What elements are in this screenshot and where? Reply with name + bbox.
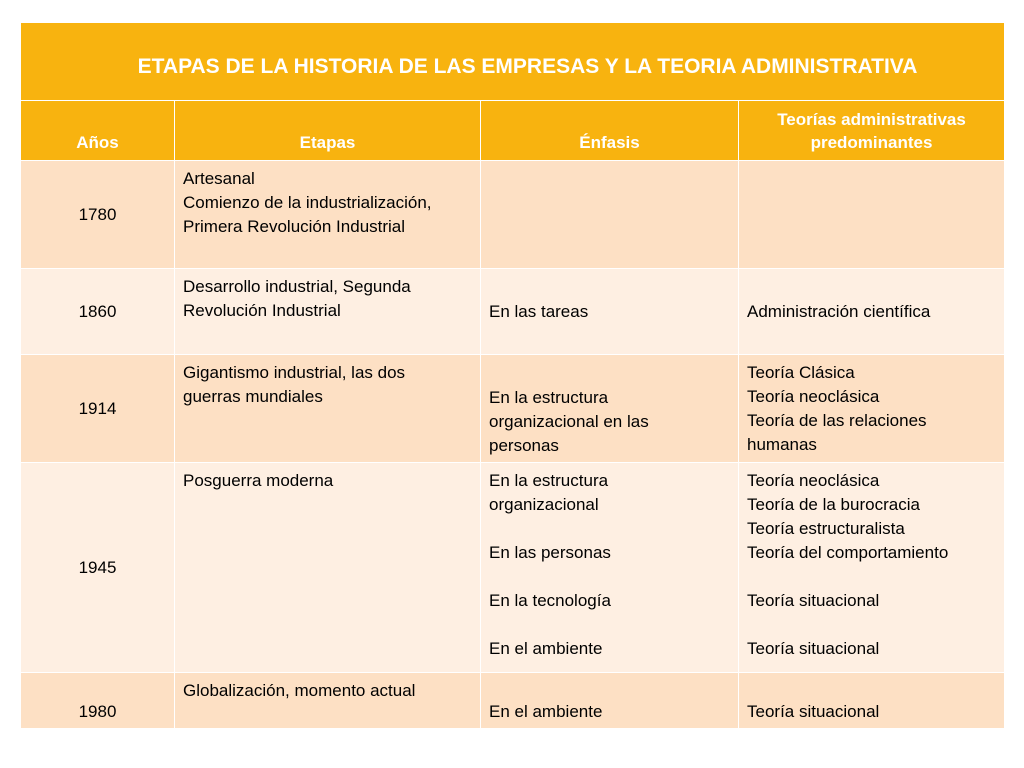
spacer [747,565,996,589]
emphasis-cell [481,463,739,673]
spacer [489,565,730,589]
emphasis-cell [481,673,739,729]
table-row [21,355,1005,463]
header-stages: Etapas [175,101,481,161]
theories-cell [739,355,1005,463]
header-theories-line2: predominantes [810,133,933,152]
emphasis-line: personas [489,436,559,455]
year-cell: 1860 [21,269,175,355]
theory-line: Teoría situacional [747,591,880,610]
theories-cell [739,269,1005,355]
stage-line: Gigantismo industrial, las dos [183,363,406,382]
theory-line: Teoría estructuralista [747,519,905,538]
stage-line: Globalización, momento actual [183,681,416,700]
theories-cell [739,463,1005,673]
year-cell: 1914 [21,355,175,463]
title-row [21,23,1005,101]
theory-line: Teoría situacional [747,639,880,658]
emphasis-line: En las tareas [489,301,589,321]
spacer [489,517,730,541]
emphasis-line: organizacional [489,495,599,514]
table-row [21,161,1005,269]
header-theories [739,101,1005,161]
header-row [21,101,1005,161]
table-title: ETAPAS DE LA HISTORIA DE LAS EMPRESAS Y LA TEORIA ADMINISTRATIVA [21,23,1005,101]
stage-line: guerras mundiales [183,387,323,406]
stage-cell [175,355,481,463]
emphasis-line: En la tecnología [489,591,611,610]
emphasis-line: En el ambiente [489,702,603,721]
year-cell: 1945 [21,463,175,673]
header-emphasis: Énfasis [481,101,739,161]
theory-line: Teoría de las relaciones [747,411,927,430]
emphasis-cell [481,161,739,269]
emphasis-line: En las personas [489,543,611,562]
theory-line: Administración científica [747,301,931,321]
stage-cell [175,463,481,673]
spacer [489,613,730,637]
emphasis-line: organizacional en las [489,412,649,431]
stage-line: Revolución Industrial [183,301,341,320]
theory-line: Teoría Clásica [747,363,855,382]
stage-cell [175,673,481,729]
table-row [21,673,1005,729]
stage-line: Primera Revolución Industrial [183,217,406,236]
stage-line: Comienzo de la industrialización, [183,193,432,212]
emphasis-line: En la estructura [489,388,609,407]
stage-line: Artesanal [183,169,255,188]
stage-cell [175,269,481,355]
theory-line: Teoría de la burocracia [747,495,920,514]
history-table [20,22,1005,729]
stage-line: Desarrollo industrial, Segunda [183,277,411,296]
header-theories-line1: Teorías administrativas [777,110,966,129]
table-row [21,269,1005,355]
stage-line: Posguerra moderna [183,471,334,490]
table-row [21,463,1005,673]
theories-cell [739,673,1005,729]
emphasis-cell [481,269,739,355]
theory-line: Teoría del comportamiento [747,543,949,562]
header-years: Años [21,101,175,161]
stage-cell [175,161,481,269]
spacer [747,613,996,637]
theories-cell [739,161,1005,269]
year-cell: 1980 [21,673,175,729]
theory-line: Teoría neoclásica [747,387,880,406]
year-cell: 1780 [21,161,175,269]
theory-line: Teoría situacional [747,702,880,721]
theory-line: humanas [747,435,817,454]
emphasis-line: En el ambiente [489,639,603,658]
theory-line: Teoría neoclásica [747,471,880,490]
emphasis-cell [481,355,739,463]
emphasis-line: En la estructura [489,471,609,490]
